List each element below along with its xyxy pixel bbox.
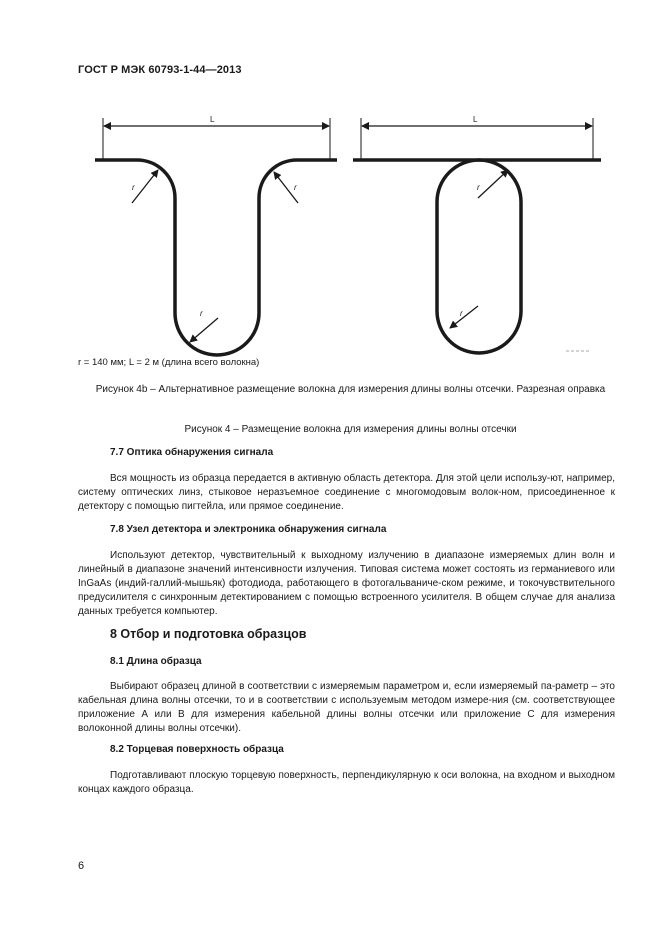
section-7-8-heading: 7.8 Узел детектора и электроника обнаружения сигнала xyxy=(110,524,387,535)
section-8-2-heading: 8.2 Торцевая поверхность образца xyxy=(110,744,284,755)
section-7-8-text: Используют детектор, чувствительный к выходному излучению в диапазоне измеряемых длин волн и линейный в диапазоне значений интенсивности излучения. Типовая система может состоять из германиевого или InGaAs (индий-галлий-мышьяк) фотодиода, работающего в фотогальваниче-ском режиме, и токочувствительного предусилителя с синхронным детектированием с помощью встроенного усилителя. В общем случае для анализа данных требуется компьютер. xyxy=(78,550,615,617)
left-radius-label-2: r xyxy=(294,183,297,192)
right-radius-arrow-2 xyxy=(450,306,478,328)
left-fiber-diagram xyxy=(95,115,337,355)
left-radius-arrow-3 xyxy=(190,318,218,342)
right-radius-label-2: r xyxy=(460,309,463,318)
right-radius-label-1: r xyxy=(477,183,480,192)
document-header: ГОСТ Р МЭК 60793-1-44—2013 xyxy=(78,64,242,76)
figure-4b-caption: Рисунок 4b – Альтернативное размещение волокна для измерения длины волны отсечки. Разрезная оправка xyxy=(95,384,606,395)
section-8-heading: 8 Отбор и подготовка образцов xyxy=(110,627,307,641)
section-8-2-text: Подготавливают плоскую торцевую поверхность, перпендикулярную к оси волокна, на входном и выходном концах каждого образца. xyxy=(78,770,615,795)
figure-legend: r = 140 мм; L = 2 м (длина всего волокна) xyxy=(78,357,260,368)
right-length-label: L xyxy=(473,115,478,124)
section-8-1-heading: 8.1 Длина образца xyxy=(110,656,202,667)
section-8-1-text: Выбирают образец длиной в соответствии с измеряемым параметром и, если измеряемый па-раметр – это кабельная длина волны отсечки, то и в соответствии с используемым методом измере-ния (см. соответствующее приложение А или В для измерения кабельной длины волны отсечки или приложение С для измерения волоконной длины волны отсечки). xyxy=(78,681,615,734)
right-fiber-diagram xyxy=(353,115,601,353)
left-radius-label-3: r xyxy=(200,309,203,318)
section-7-7-heading: 7.7 Оптика обнаружения сигнала xyxy=(110,447,274,458)
page-number: 6 xyxy=(78,860,85,872)
section-7-7-text: Вся мощность из образца передается в активную область детектора. Для этой цели использу-ют, например, систему оптических линз, стыковое неразъемное соединение с многомодовым волок-ном, присоединенное к детектору с помощью пигтейла, или прямое соединение. xyxy=(78,473,615,512)
left-radius-arrow-1 xyxy=(132,170,158,203)
figure-4-caption: Рисунок 4 – Размещение волокна для измерения длины волны отсечки xyxy=(184,424,517,435)
fiber-arrangement-figure xyxy=(0,0,661,360)
right-radius-arrow-1 xyxy=(478,170,508,198)
left-length-label: L xyxy=(210,115,215,124)
left-radius-label-1: r xyxy=(132,183,135,192)
